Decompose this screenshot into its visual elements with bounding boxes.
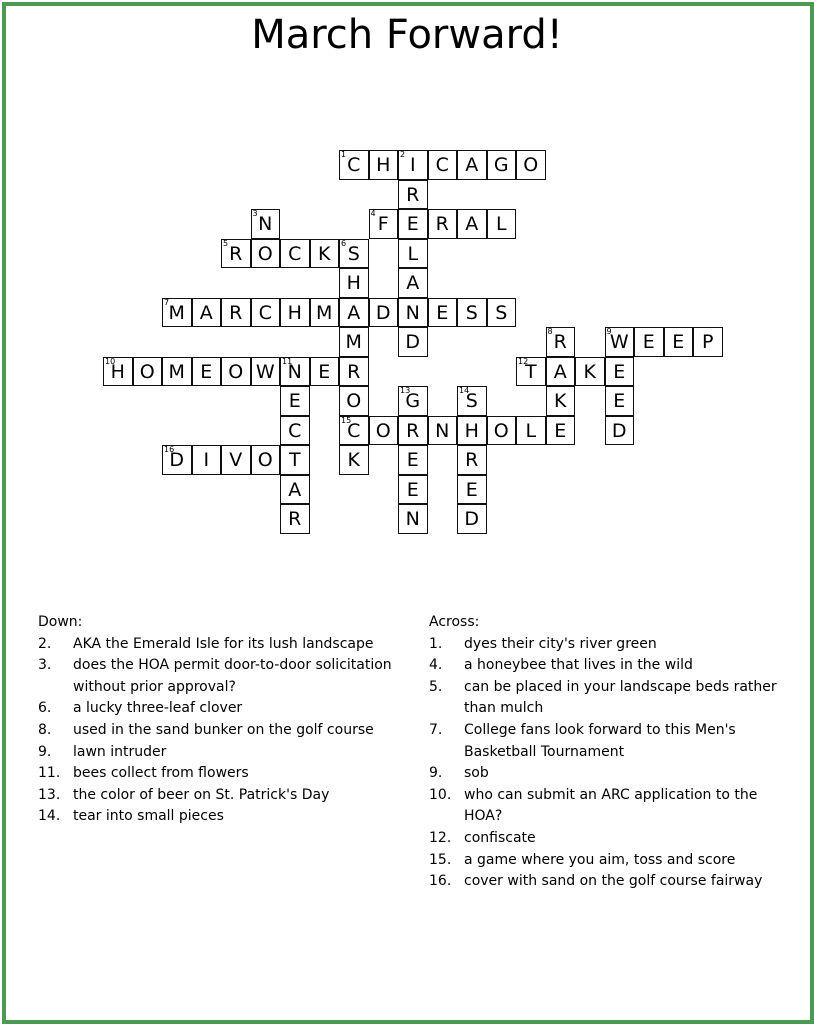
grid-cell xyxy=(487,209,517,239)
grid-cell xyxy=(103,357,133,387)
cell-letter: O xyxy=(139,360,155,383)
grid-cell xyxy=(339,239,369,269)
clue-text: who can submit an ARC application to the HOA? xyxy=(464,786,758,825)
grid-cell xyxy=(398,475,428,505)
cell-letter: N xyxy=(435,419,450,442)
grid-cell xyxy=(546,416,576,446)
grid-cell xyxy=(192,445,222,475)
down-clue xyxy=(38,655,398,698)
cell-letter: D xyxy=(169,449,185,471)
cell-letter: O xyxy=(257,242,273,265)
down-heading: Down: xyxy=(38,614,83,630)
cell-letter: K xyxy=(318,242,331,265)
grid-cell xyxy=(487,298,517,328)
grid-cell xyxy=(428,298,458,328)
clue-number: 16. xyxy=(429,873,452,890)
grid-cell xyxy=(398,209,428,239)
grid-cell xyxy=(192,357,222,387)
grid-cell xyxy=(369,150,399,180)
grid-cell xyxy=(605,416,635,446)
page-title: March Forward! xyxy=(251,12,563,58)
clue-text: AKA the Emerald Isle for its lush landscape xyxy=(73,635,374,652)
cell-letter: O xyxy=(346,390,362,412)
cell-letter: C xyxy=(288,419,302,442)
clue-number: 1. xyxy=(429,635,443,652)
clue-text: does the HOA permit door-to-door solicitation without prior approval? xyxy=(73,657,392,695)
cell-letter: L xyxy=(495,213,507,235)
grid-cell xyxy=(133,357,163,387)
cell-letter: N xyxy=(405,508,420,530)
grid-cell xyxy=(162,298,192,328)
cell-letter: R xyxy=(229,301,243,324)
clue-number: 13. xyxy=(38,786,61,803)
cell-letter: E xyxy=(642,331,655,353)
cell-letter: P xyxy=(702,331,714,353)
clue-text: bees collect from flowers xyxy=(73,765,249,782)
cell-letter: F xyxy=(377,213,389,235)
across-clues xyxy=(429,612,799,893)
across-clue xyxy=(429,655,799,677)
clue-number: 14. xyxy=(38,808,61,825)
cell-number: 15 xyxy=(341,415,352,425)
cell-letter: D xyxy=(375,301,391,324)
down-clue xyxy=(38,698,398,720)
cell-letter: H xyxy=(464,419,479,442)
cell-letter: A xyxy=(553,360,567,383)
cell-number: 10 xyxy=(105,356,116,366)
clue-number: 5. xyxy=(429,678,443,695)
clue-number: 7. xyxy=(429,721,443,738)
grid-cell xyxy=(575,357,605,387)
cell-letter: E xyxy=(672,331,685,353)
cell-letter: R xyxy=(553,331,567,353)
cell-number: 16 xyxy=(164,445,175,454)
cell-letter: E xyxy=(613,390,626,412)
cell-letter: N xyxy=(287,360,302,383)
grid-cell xyxy=(605,386,635,416)
cell-letter: D xyxy=(464,508,480,530)
cell-letter: M xyxy=(168,301,185,324)
grid-cell xyxy=(487,416,517,446)
cell-letter: S xyxy=(465,390,478,412)
cell-letter: A xyxy=(465,213,479,235)
cell-letter: D xyxy=(611,419,627,442)
cell-number: 7 xyxy=(164,297,170,307)
cell-letter: M xyxy=(345,331,362,353)
grid-cell xyxy=(546,357,576,387)
across-clue xyxy=(429,850,799,872)
cell-letter: O xyxy=(523,154,539,176)
cell-letter: R xyxy=(288,508,302,530)
clue-text: sob xyxy=(464,765,489,782)
cell-number: 2 xyxy=(400,150,406,159)
across-heading: Across: xyxy=(429,614,480,630)
cell-letter: E xyxy=(436,301,449,324)
clue-number: 6. xyxy=(38,700,52,717)
cell-letter: R xyxy=(229,242,243,265)
grid-cell xyxy=(280,357,310,387)
clue-text: lawn intruder xyxy=(73,743,167,760)
grid-cell xyxy=(398,180,428,210)
cell-letter: S xyxy=(465,301,478,324)
grid-cell xyxy=(280,504,310,534)
grid-cell xyxy=(693,327,723,357)
grid-cell xyxy=(428,416,458,446)
across-clue xyxy=(429,785,799,828)
cell-number: 13 xyxy=(400,386,411,395)
clue-text: a game where you aim, toss and score xyxy=(464,851,736,868)
cell-letter: O xyxy=(375,419,391,442)
grid-cell xyxy=(280,298,310,328)
grid-cell xyxy=(398,327,428,357)
cell-letter: A xyxy=(288,478,302,501)
across-clue xyxy=(429,871,799,893)
cell-letter: E xyxy=(613,360,626,383)
cell-letter: O xyxy=(493,419,509,442)
clue-number: 15. xyxy=(429,851,452,868)
grid-cell xyxy=(398,445,428,475)
across-clue xyxy=(429,763,799,785)
clue-number: 9. xyxy=(38,743,52,760)
clue-text: a lucky three-leaf clover xyxy=(73,700,243,717)
cell-letter: V xyxy=(229,449,243,471)
clue-number: 11. xyxy=(38,765,61,782)
grid-cell xyxy=(339,416,369,446)
cell-letter: E xyxy=(406,213,419,235)
grid-cell xyxy=(162,445,192,475)
grid-cell xyxy=(339,298,369,328)
cell-letter: R xyxy=(406,183,420,206)
grid-cell xyxy=(457,445,487,475)
cell-letter: A xyxy=(406,272,420,294)
across-clue xyxy=(429,720,799,763)
clue-text: cover with sand on the golf course fairway xyxy=(464,873,763,890)
grid-cell xyxy=(398,268,428,298)
grid-cell xyxy=(457,386,487,416)
grid-cell xyxy=(398,239,428,269)
cell-letter: H xyxy=(376,154,391,176)
grid-cell xyxy=(634,327,664,357)
grid-cell xyxy=(280,386,310,416)
cell-letter: T xyxy=(524,360,537,383)
cell-letter: A xyxy=(465,154,479,176)
grid-cell xyxy=(398,504,428,534)
grid-cell xyxy=(457,298,487,328)
down-clue xyxy=(38,720,398,742)
cell-letter: E xyxy=(318,360,331,383)
cell-letter: K xyxy=(583,360,596,383)
cell-letter: O xyxy=(257,449,273,471)
grid-cell xyxy=(398,150,428,180)
cell-letter: A xyxy=(199,301,213,324)
cell-letter: C xyxy=(288,242,302,265)
grid-cell xyxy=(339,150,369,180)
grid-cell xyxy=(310,357,340,387)
grid-cell xyxy=(162,357,192,387)
grid-cell xyxy=(369,298,399,328)
clue-text: the color of beer on St. Patrick's Day xyxy=(73,786,330,803)
cell-number: 6 xyxy=(341,238,347,248)
grid-cell xyxy=(221,445,251,475)
grid-cell xyxy=(457,416,487,446)
cell-number: 3 xyxy=(252,209,258,218)
grid-cell xyxy=(487,150,517,180)
cell-letter: H xyxy=(346,272,361,294)
cell-letter: W xyxy=(255,360,275,383)
across-clue xyxy=(429,634,799,656)
clue-text: dyes their city's river green xyxy=(464,635,657,652)
grid-cell xyxy=(251,445,281,475)
grid-cell xyxy=(546,327,576,357)
grid-cell xyxy=(605,357,635,387)
clue-number: 9. xyxy=(429,765,443,782)
clue-text: confiscate xyxy=(464,829,536,846)
cell-letter: K xyxy=(347,449,360,471)
grid-cell xyxy=(516,416,546,446)
down-clue xyxy=(38,785,398,807)
clue-number: 4. xyxy=(429,657,443,674)
cell-letter: D xyxy=(405,331,421,353)
across-clue xyxy=(429,677,799,720)
cell-letter: E xyxy=(200,360,213,383)
grid-cell xyxy=(280,445,310,475)
cell-letter: M xyxy=(316,301,333,324)
cell-letter: E xyxy=(288,390,301,412)
clue-number: 10. xyxy=(429,786,452,803)
grid-cell xyxy=(546,386,576,416)
cell-letter: E xyxy=(406,449,419,471)
clue-text: tear into small pieces xyxy=(73,808,224,825)
grid-cell xyxy=(221,357,251,387)
cell-letter: N xyxy=(258,213,273,235)
cell-number: 8 xyxy=(547,327,553,336)
cell-letter: I xyxy=(203,449,210,471)
cell-letter: N xyxy=(405,301,420,324)
cell-letter: G xyxy=(493,154,509,176)
cell-letter: H xyxy=(287,301,302,324)
grid-cell xyxy=(516,150,546,180)
grid-cell xyxy=(280,416,310,446)
grid-cell xyxy=(339,357,369,387)
cell-letter: L xyxy=(525,419,537,442)
down-clues xyxy=(38,612,398,828)
cell-letter: S xyxy=(495,301,508,324)
cell-letter: E xyxy=(465,478,478,501)
clue-text: used in the sand bunker on the golf course xyxy=(73,721,374,738)
grid-cell xyxy=(221,298,251,328)
cell-letter: I xyxy=(409,154,416,176)
grid-cell xyxy=(398,386,428,416)
grid-cell xyxy=(192,298,222,328)
grid-cell xyxy=(664,327,694,357)
down-clue-list xyxy=(38,634,398,828)
grid-cell xyxy=(398,416,428,446)
grid-cell xyxy=(457,150,487,180)
grid-cell xyxy=(605,327,635,357)
grid-cell xyxy=(339,327,369,357)
grid-cell xyxy=(251,239,281,269)
cell-letter: S xyxy=(347,242,360,265)
clue-number: 8. xyxy=(38,721,52,738)
cell-letter: R xyxy=(435,213,449,235)
cell-letter: H xyxy=(110,360,125,383)
grid-cell xyxy=(251,357,281,387)
grid-cell xyxy=(428,209,458,239)
grid-cell xyxy=(369,209,399,239)
across-clue xyxy=(429,828,799,850)
cell-letter: E xyxy=(406,478,419,501)
grid-cell xyxy=(398,298,428,328)
grid-cell xyxy=(457,209,487,239)
cell-letter: E xyxy=(554,419,567,442)
cell-letter: C xyxy=(347,154,361,176)
cell-number: 9 xyxy=(606,327,612,336)
cell-letter: C xyxy=(347,419,361,442)
cell-letter: A xyxy=(347,301,361,324)
clue-number: 2. xyxy=(38,635,52,652)
grid-cell xyxy=(310,298,340,328)
cell-number: 14 xyxy=(459,386,470,395)
cell-letter: R xyxy=(465,449,479,471)
cell-number: 11 xyxy=(282,356,293,366)
grid-cell xyxy=(428,150,458,180)
cell-number: 12 xyxy=(518,356,529,366)
grid-cell xyxy=(339,386,369,416)
down-clue xyxy=(38,742,398,764)
down-clue xyxy=(38,806,398,828)
clue-text: College fans look forward to this Men's Basketball Tournament xyxy=(464,721,736,760)
cell-number: 1 xyxy=(341,150,347,159)
cell-letter: M xyxy=(168,360,185,383)
clue-number: 3. xyxy=(38,657,52,674)
grid-cell xyxy=(369,416,399,446)
grid-cell xyxy=(221,239,251,269)
down-clue xyxy=(38,634,398,656)
cell-letter: G xyxy=(405,390,421,412)
cell-letter: L xyxy=(407,242,419,265)
clue-text: can be placed in your landscape beds rather than mulch xyxy=(464,678,777,717)
grid-cell xyxy=(339,268,369,298)
clue-number: 12. xyxy=(429,829,452,846)
grid-cell xyxy=(339,445,369,475)
cell-number: 5 xyxy=(223,238,229,248)
across-clue-list xyxy=(429,634,799,893)
cell-letter: C xyxy=(258,301,272,324)
grid-cell xyxy=(280,239,310,269)
cell-letter: R xyxy=(406,419,420,442)
grid-cell xyxy=(280,475,310,505)
cell-letter: O xyxy=(228,360,244,383)
cell-letter: K xyxy=(554,390,567,412)
cell-letter: R xyxy=(347,360,361,383)
down-clue xyxy=(38,763,398,785)
grid-cell xyxy=(457,475,487,505)
grid-cell xyxy=(457,504,487,534)
grid-cell xyxy=(516,357,546,387)
cell-number: 4 xyxy=(370,209,376,218)
grid-cell xyxy=(251,209,281,239)
cell-letter: C xyxy=(435,154,449,176)
cell-letter: T xyxy=(288,449,301,471)
grid-cell xyxy=(251,298,281,328)
clue-text: a honeybee that lives in the wild xyxy=(464,657,693,674)
grid-cell xyxy=(310,239,340,269)
cell-letter: W xyxy=(609,331,629,353)
